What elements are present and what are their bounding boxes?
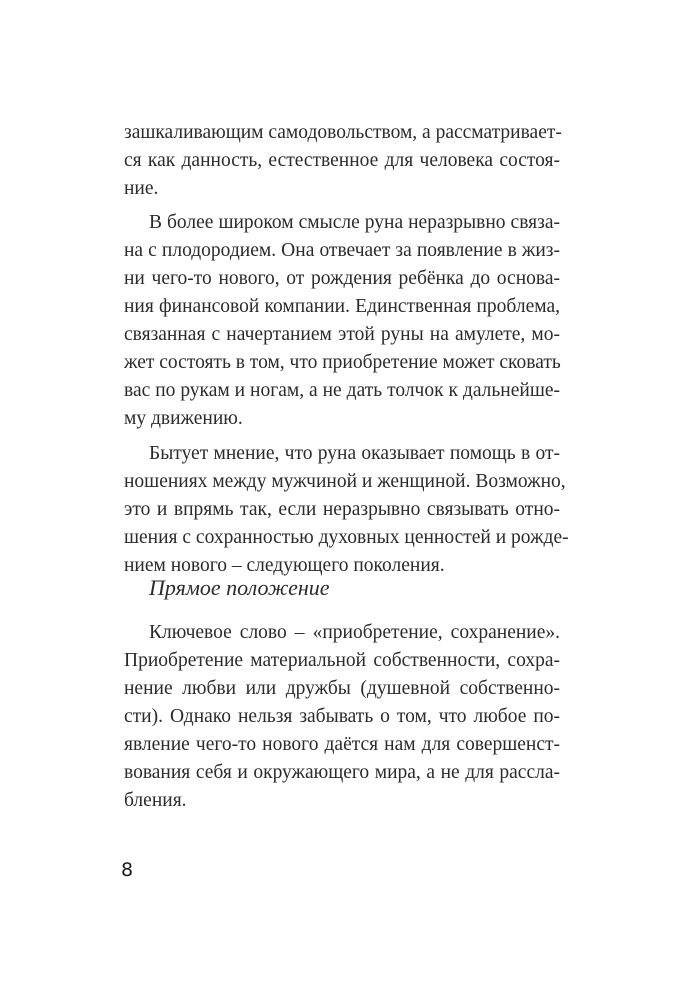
paragraph-3-line-2: ношениях между мужчиной и женщиной. Возможно,: [124, 471, 566, 492]
paragraph-1-line-2: ся как данность, естественное для человека состоя-: [124, 150, 560, 171]
section-heading: Прямое положение: [149, 575, 330, 600]
paragraph-2-line-7: вас по рукам и ногам, а не дать толчок к дальнейше-: [124, 380, 560, 401]
section-paragraph-line-6: вования себя и окружающего мира, а не для рассла-: [124, 762, 560, 783]
paragraph-2-line-5: связанная с начертанием этой руны на амулете, мо-: [124, 324, 560, 345]
paragraph-1-line-1: зашкаливающим самодовольством, а рассматривает-: [124, 122, 562, 143]
paragraph-3-line-3: это и впрямь так, если неразрывно связывать отно-: [124, 499, 560, 520]
section-paragraph-line-1: Ключевое слово – «приобретение, сохранение».: [149, 622, 560, 643]
paragraph-2-line-6: жет состоять в том, что приобретение может сковать: [124, 352, 561, 373]
paragraph-2-line-3: ни чего-то нового, от рождения ребёнка до основа-: [124, 268, 560, 289]
paragraph-2-line-2: на с плодородием. Она отвечает за появление в жиз-: [124, 240, 560, 261]
paragraph-3-line-1: Бытует мнение, что руна оказывает помощь в от-: [149, 443, 560, 464]
section-paragraph-line-3: нение любви или дружбы (душевной собственно-: [124, 678, 560, 699]
paragraph-3-line-4: шения с сохранностью духовных ценностей и рожде-: [124, 527, 569, 548]
section-paragraph-line-7: бления.: [124, 790, 187, 811]
paragraph-2-line-4: ния финансовой компании. Единственная проблема,: [124, 296, 560, 317]
section-paragraph-line-2: Приобретение материальной собственности, сохра-: [124, 650, 560, 671]
paragraph-1-line-3: ние.: [124, 178, 159, 199]
section-paragraph-line-5: явление чего-то нового даётся нам для совершенст-: [124, 734, 560, 755]
paragraph-3-line-5: нием нового – следующего поколения.: [124, 555, 445, 576]
paragraph-2-line-1: В более широком смысле руна неразрывно связа-: [149, 212, 560, 233]
paragraph-2-line-8: му движению.: [124, 408, 243, 429]
section-paragraph-line-4: сти). Однако нельзя забывать о том, что любое по-: [124, 706, 560, 727]
page-number: 8: [121, 859, 134, 881]
